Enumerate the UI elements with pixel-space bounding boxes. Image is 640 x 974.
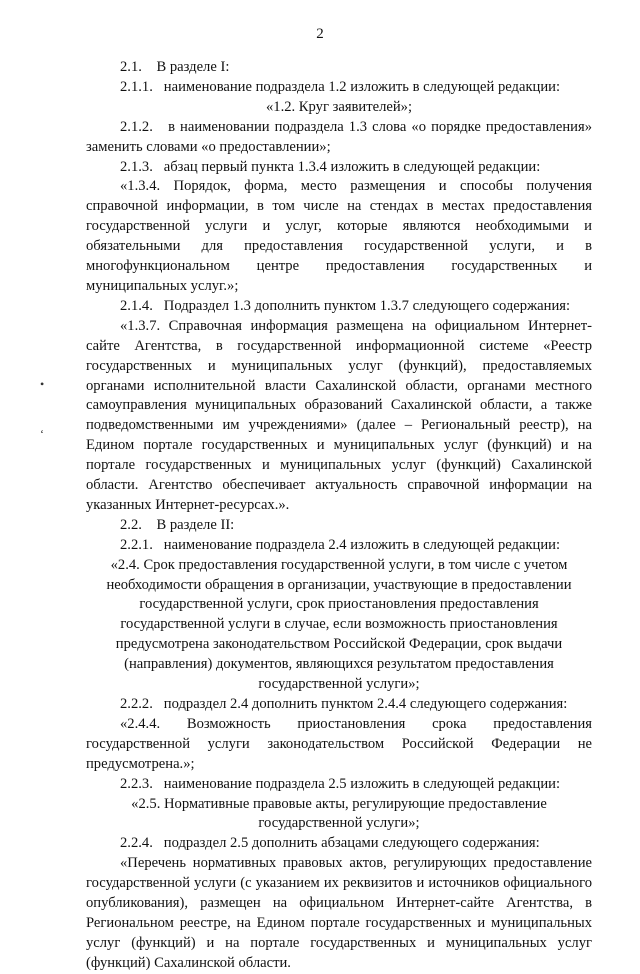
paragraph-2-1-1: 2.1.1. наименование подраздела 1.2 изложить в следующей редакции: (120, 78, 561, 95)
paragraph-2-2-4: 2.2.4. подраздел 2.5 дополнить абзацами следующего содержания: (120, 835, 540, 852)
paragraph-2-1-4: 2.1.4. Подраздел 1.3 дополнить пунктом 1.3.7 следующего содержания: (120, 297, 571, 314)
paragraph-2-2-1: 2.2.1. наименование подраздела 2.4 изложить в следующей редакции: (120, 536, 561, 553)
paragraph-1-3-7: «1.3.7. Справочная информация размещена на официальном Интернет-сайте Агентства, в государственной информационной системе «Реестр государственных и муниципальных услуг (функций), предоставляемых органами исполнительной власти Сахалинской области, органами местного самоуправления муниципальных образований Сахалинской области, а также подведомственными им учреждениями» (далее – Региональный реестр), на Едином портале государственных и муниципальных услуг (функций) и на портале государственных и муниципальных услуг (функций) Сахалинской области. Агентство обеспечивает актуальность справочной информации на указанных Интернет-ресурсах.». (86, 317, 592, 513)
paragraph-2-1-3: 2.1.3. абзац первый пункта 1.3.4 изложить в следующей редакции: (120, 158, 541, 175)
paragraph-2-2-2: 2.2.2. подраздел 2.4 дополнить пунктом 2.4.4 следующего содержания: (120, 696, 568, 712)
paragraph-2-2: 2.2. В разделе II: (120, 516, 235, 533)
paragraph-2-1-2: 2.1.2. в наименовании подраздела 1.3 слова «о порядке предоставления» заменить словами «о предоставлении»; (86, 118, 592, 155)
scan-speck-mark: • (40, 377, 45, 391)
paragraph-2-2-3: 2.2.3. наименование подраздела 2.5 изложить в следующей редакции: (120, 775, 561, 792)
paragraph-1-3-4: «1.3.4. Порядок, форма, место размещения и способы получения справочной информации, в том числе на стендах в местах предоставления государственной услуги и услуг, которые являются необходимыми и обязательными для предоставления государственной услуги, и в многофункциональном центре предоставления государственных и муниципальных услуг.»; (86, 178, 592, 294)
paragraph-2-1: 2.1. В разделе I: (120, 59, 230, 75)
scan-speck-mark: ‘ (40, 427, 44, 441)
paragraph-2-4-4: «2.4.4. Возможность приостановления срока предоставления государственной услуги законодательством Российской Федерации не предусмотрена.»; (86, 715, 592, 772)
paragraph-quote-2-5: «2.5. Нормативные правовые акты, регулирующие предоставление государственной услуги»; (131, 795, 547, 832)
paragraph-perechen: «Перечень нормативных правовых актов, регулирующих предоставление государственной услуги (с указанием их реквизитов и источников официального опубликования), размещен на официальном Интернет-сайте Агентства, в Региональном реестре, на Едином портале государственных и муниципальных услуг (функций) и на портале государственных и муниципальных услуг (функций) Сахалинской области. (86, 855, 592, 971)
paragraph-quote-1-2: «1.2. Круг заявителей»; (265, 98, 413, 115)
document-body (86, 58, 592, 974)
paragraph-quote-2-4: «2.4. Срок предоставления государственной услуги, в том числе с учетом необходимости обращения в организации, участвующие в предоставлении государственной услуги, срок приостановления предоставления государственной услуги в случае, если возможность приостановления предусмотрена законодательством Российской Федерации, срок выдачи (направления) документов, являющихся результатом предоставления государственной услуги»; (106, 556, 572, 693)
page-number: 2 (316, 26, 324, 42)
